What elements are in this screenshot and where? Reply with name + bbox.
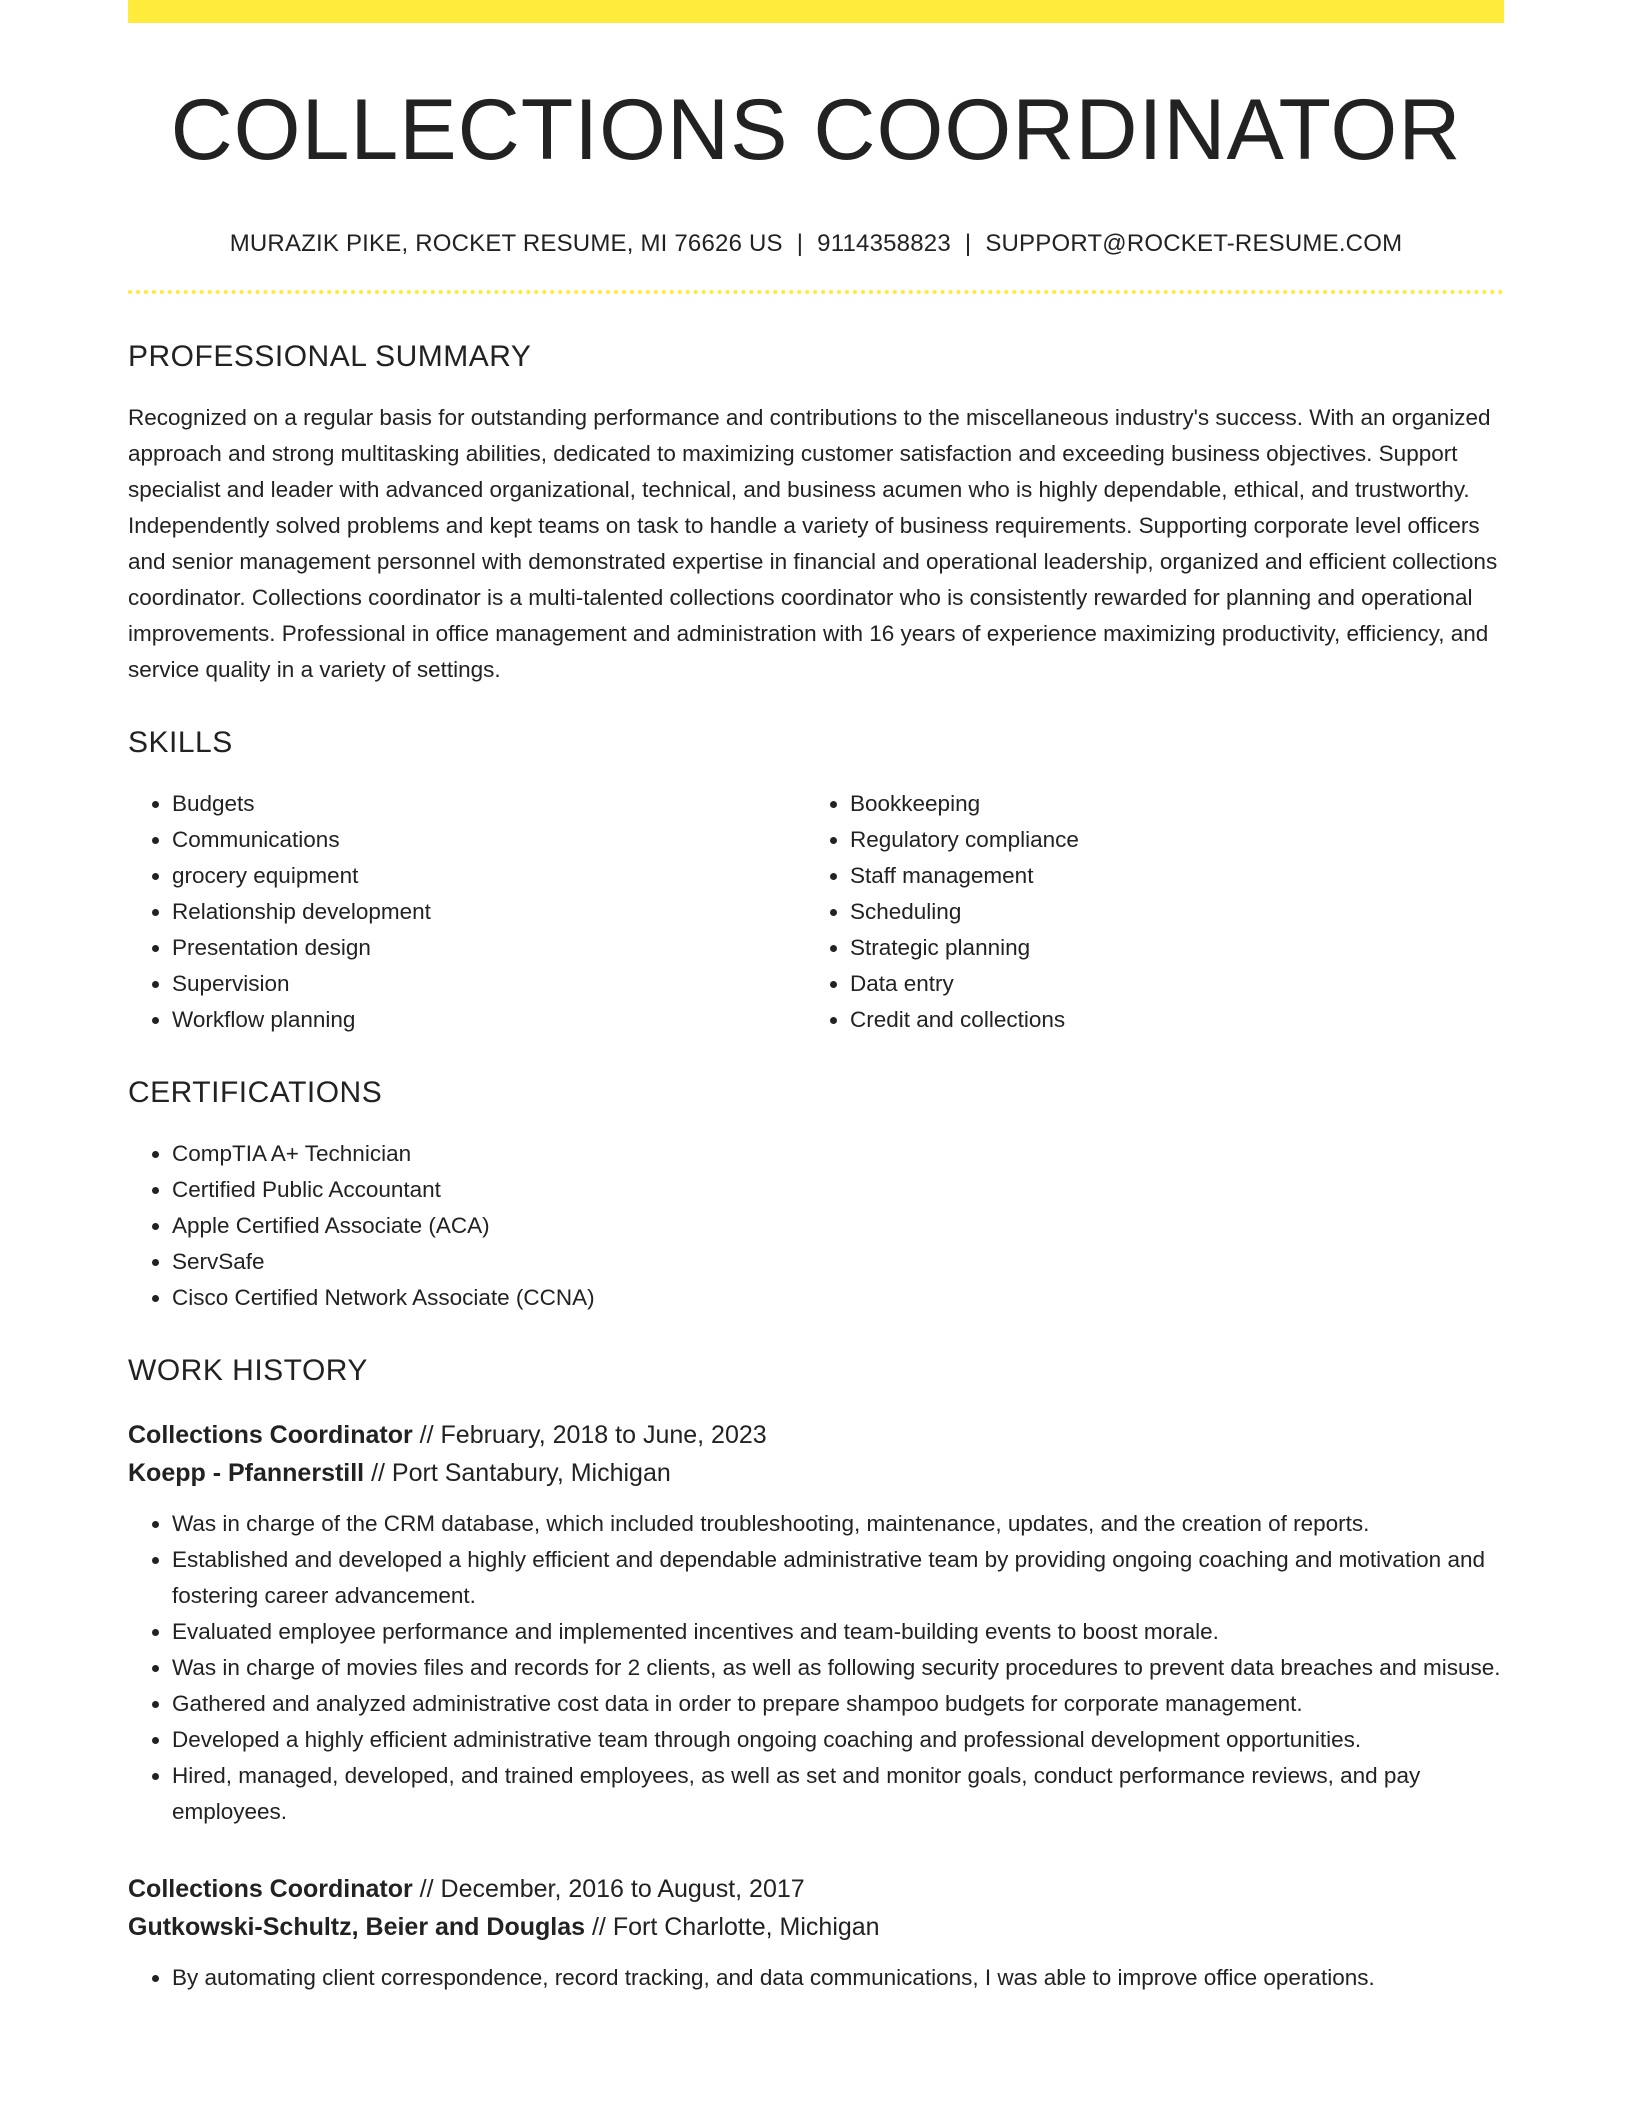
- resume-name: COLLECTIONS COORDINATOR: [170, 82, 1462, 178]
- certifications-list: [128, 1136, 1504, 1316]
- skills-list-left: [128, 786, 806, 1038]
- job-dates: // February, 2018 to June, 2023: [412, 1420, 767, 1449]
- summary-heading: PROFESSIONAL SUMMARY: [128, 339, 532, 373]
- job-role: Collections Coordinator: [128, 1420, 413, 1449]
- skill-item: • Credit and collections: [850, 1002, 1484, 1038]
- certification-item: • Cisco Certified Network Associate (CCNA): [172, 1280, 1504, 1316]
- summary-text: Recognized on a regular basis for outstanding performance and contributions to the miscellaneous industry's success. With an organized approach and strong multitasking abilities, dedicated to maximizing customer satisfaction and exceeding business objectives. Support specialist and leader with advanced organizational, technical, and business acumen who is highly dependable, ethical, and trustworthy. Independently solved problems and kept teams on task to handle a variety of business requirements. Supporting corporate level officers and senior management personnel with demonstrated expertise in financial and operational leadership, organized and efficient collections coordinator. Collections coordinator is a multi-talented collections coordinator who is consistently rewarded for planning and operational improvements. Professional in office management and administration with 16 years of experience maximizing productivity, efficiency, and service quality in a variety of settings.: [128, 404, 1498, 682]
- job-company-line: [128, 1454, 1504, 1492]
- contact-phone[interactable]: 9114358823: [817, 229, 951, 257]
- job-company-line: [128, 1908, 1504, 1946]
- skill-item: • Bookkeeping: [850, 786, 1484, 822]
- job-bullets: [128, 1506, 1504, 1830]
- skill-item: • Relationship development: [172, 894, 806, 930]
- skill-item: • Scheduling: [850, 894, 1484, 930]
- resume-page: [128, 0, 1504, 1996]
- skill-item: • Workflow planning: [172, 1002, 806, 1038]
- skills-grid: [128, 786, 1504, 1038]
- skills-heading: SKILLS: [128, 725, 233, 759]
- skill-item: • Presentation design: [172, 930, 806, 966]
- contact-separator: |: [964, 229, 972, 257]
- certification-item: • CompTIA A+ Technician: [172, 1136, 1504, 1172]
- skill-item: • Supervision: [172, 966, 806, 1002]
- skill-item: • Regulatory compliance: [850, 822, 1484, 858]
- skills-column-right: [806, 786, 1484, 1038]
- job-bullets: [128, 1960, 1504, 1996]
- skill-item: • Communications: [172, 822, 806, 858]
- contact-line: [128, 230, 1504, 258]
- job-bullet: • Was in charge of the CRM database, which included troubleshooting, maintenance, updates, and the creation of reports.: [172, 1506, 1504, 1542]
- job-company: Koepp - Pfannerstill: [128, 1458, 365, 1487]
- skill-item: • Budgets: [172, 786, 806, 822]
- contact-email[interactable]: SUPPORT@ROCKET-RESUME.COM: [985, 229, 1403, 257]
- skill-item: • Staff management: [850, 858, 1484, 894]
- contact-address: MURAZIK PIKE, ROCKET RESUME, MI 76626 US: [229, 229, 783, 257]
- skill-item: • grocery equipment: [172, 858, 806, 894]
- certification-item: • Apple Certified Associate (ACA): [172, 1208, 1504, 1244]
- job-bullet: • By automating client correspondence, record tracking, and data communications, I was able to improve office operations.: [172, 1960, 1504, 1996]
- job-role-line: [128, 1870, 1504, 1908]
- job-bullet: • Was in charge of movies files and records for 2 clients, as well as following security procedures to prevent data breaches and misuse.: [172, 1650, 1504, 1686]
- certification-item: • ServSafe: [172, 1244, 1504, 1280]
- job-bullet: • Gathered and analyzed administrative cost data in order to prepare shampoo budgets for corporate management.: [172, 1686, 1504, 1722]
- job-bullet: • Established and developed a highly efficient and dependable administrative team by providing ongoing coaching and motivation and fostering career advancement.: [172, 1542, 1504, 1614]
- job-entry: [128, 1870, 1504, 1996]
- job-dates: // December, 2016 to August, 2017: [412, 1874, 805, 1903]
- job-location: // Port Santabury, Michigan: [364, 1458, 671, 1487]
- job-bullet: • Developed a highly efficient administrative team through ongoing coaching and professional development opportunities.: [172, 1722, 1504, 1758]
- skills-column-left: [128, 786, 806, 1038]
- skills-list-right: [806, 786, 1484, 1038]
- job-bullet: • Evaluated employee performance and implemented incentives and team-building events to boost morale.: [172, 1614, 1504, 1650]
- work-history-heading: WORK HISTORY: [128, 1353, 368, 1387]
- dotted-divider: [128, 290, 1504, 294]
- certifications-heading: CERTIFICATIONS: [128, 1075, 383, 1109]
- certification-item: • Certified Public Accountant: [172, 1172, 1504, 1208]
- job-company: Gutkowski-Schultz, Beier and Douglas: [128, 1912, 586, 1941]
- contact-separator: |: [796, 229, 804, 257]
- accent-bar: [128, 0, 1504, 23]
- skill-item: • Strategic planning: [850, 930, 1484, 966]
- job-location: // Fort Charlotte, Michigan: [585, 1912, 880, 1941]
- skill-item: • Data entry: [850, 966, 1484, 1002]
- job-role: Collections Coordinator: [128, 1874, 413, 1903]
- job-bullet: • Hired, managed, developed, and trained employees, as well as set and monitor goals, conduct performance reviews, and pay employees.: [172, 1758, 1504, 1830]
- job-entry: [128, 1416, 1504, 1830]
- job-role-line: [128, 1416, 1504, 1454]
